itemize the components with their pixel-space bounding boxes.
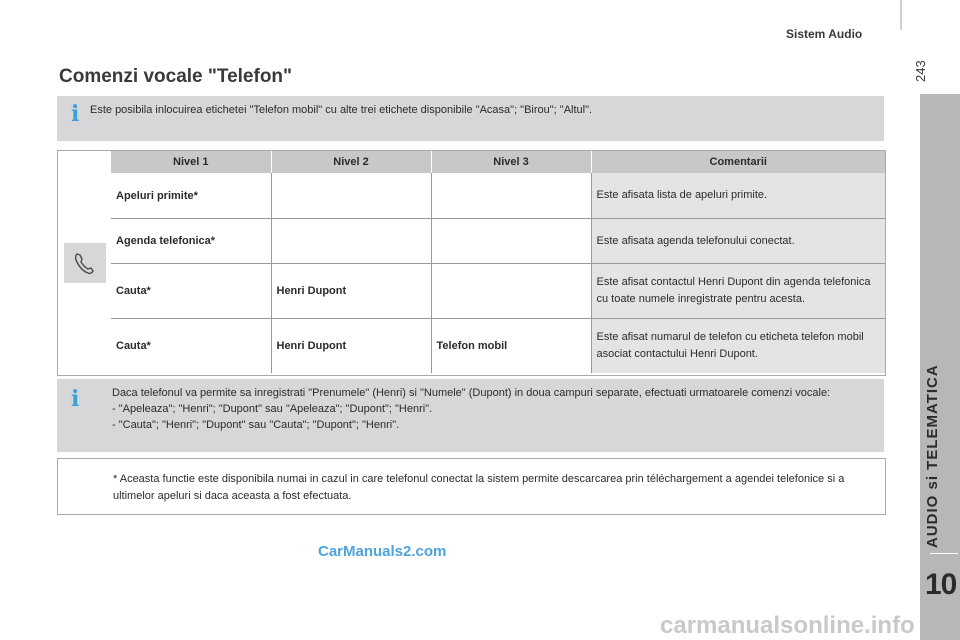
level2-cell xyxy=(271,173,431,219)
page-number: 243 xyxy=(913,60,928,82)
comment-cell: Este afisata lista de apeluri primite. xyxy=(591,173,885,219)
level1-cell: Cauta* xyxy=(111,264,271,319)
column-header: Nivel 1 xyxy=(111,151,271,173)
level3-cell xyxy=(431,219,591,264)
level3-cell xyxy=(431,264,591,319)
table-row xyxy=(111,319,885,374)
level3-cell: Telefon mobil xyxy=(431,319,591,374)
info-box-top xyxy=(57,96,884,141)
chapter-label: AUDIO si TELEMATICA xyxy=(924,364,941,548)
info-bullet: - "Apeleaza"; "Henri"; "Dupont" sau "Apeleaza"; "Dupont"; "Henri". xyxy=(112,403,433,415)
info-bullet: - "Cauta"; "Henri"; "Dupont" sau "Cauta"; "Dupont"; "Henri". xyxy=(112,419,400,431)
info-icon: i xyxy=(71,101,80,127)
column-header: Nivel 2 xyxy=(271,151,431,173)
table-row xyxy=(111,173,885,219)
chapter-divider xyxy=(930,553,958,554)
section-title: Sistem Audio xyxy=(786,27,863,41)
level1-cell: Apeluri primite* xyxy=(111,173,271,219)
footnote-box xyxy=(57,458,886,515)
column-header: Nivel 3 xyxy=(431,151,591,173)
info-box-bottom xyxy=(57,379,884,452)
chapter-number: 10 xyxy=(925,568,957,601)
level1-cell: Cauta* xyxy=(111,319,271,374)
level1-cell: Agenda telefonica* xyxy=(111,219,271,264)
table-row xyxy=(111,264,885,319)
voice-commands-table xyxy=(57,150,886,376)
info-icon: i xyxy=(71,386,80,412)
phone-icon xyxy=(64,243,106,283)
level3-cell xyxy=(431,173,591,219)
table-row xyxy=(111,219,885,264)
level2-cell: Henri Dupont xyxy=(271,319,431,374)
comment-cell: Este afisata agenda telefonului conectat. xyxy=(591,219,885,264)
level2-cell: Henri Dupont xyxy=(271,264,431,319)
level2-cell xyxy=(271,219,431,264)
comment-cell: Este afisat numarul de telefon cu eticheta telefon mobil asociat contactului Henri Dupont. xyxy=(591,319,885,374)
header-divider xyxy=(900,0,902,30)
commands-table xyxy=(111,151,885,373)
info-text-bottom xyxy=(112,385,877,433)
info-intro: Daca telefonul va permite sa inregistrati "Prenumele" (Henri) si "Numele" (Dupont) in doua campuri separate, efectuati urmatoarele comenzi vocale: xyxy=(112,387,831,399)
watermark-link[interactable]: CarManuals2.com xyxy=(318,543,447,560)
footnote-text: * Aceasta functie este disponibila numai in cazul in care telefonul conectat la sistem permite descarcarea prin téléchargement a agendei telefonice si a ultimelor apeluri si daca aceasta a fost efectuata. xyxy=(113,473,845,502)
info-text-top: Este posibila inlocuirea etichetei "Telefon mobil" cu alte trei etichete disponibile "Acasa"; "Birou"; "Altul". xyxy=(90,104,593,116)
icon-column xyxy=(58,151,110,375)
column-header: Comentarii xyxy=(591,151,885,173)
footer-watermark: carmanualsonline.info xyxy=(660,612,915,639)
page-title: Comenzi vocale "Telefon" xyxy=(59,66,293,87)
comment-cell: Este afisat contactul Henri Dupont din agenda telefonica cu toate numele inregistrate pentru acesta. xyxy=(591,264,885,319)
